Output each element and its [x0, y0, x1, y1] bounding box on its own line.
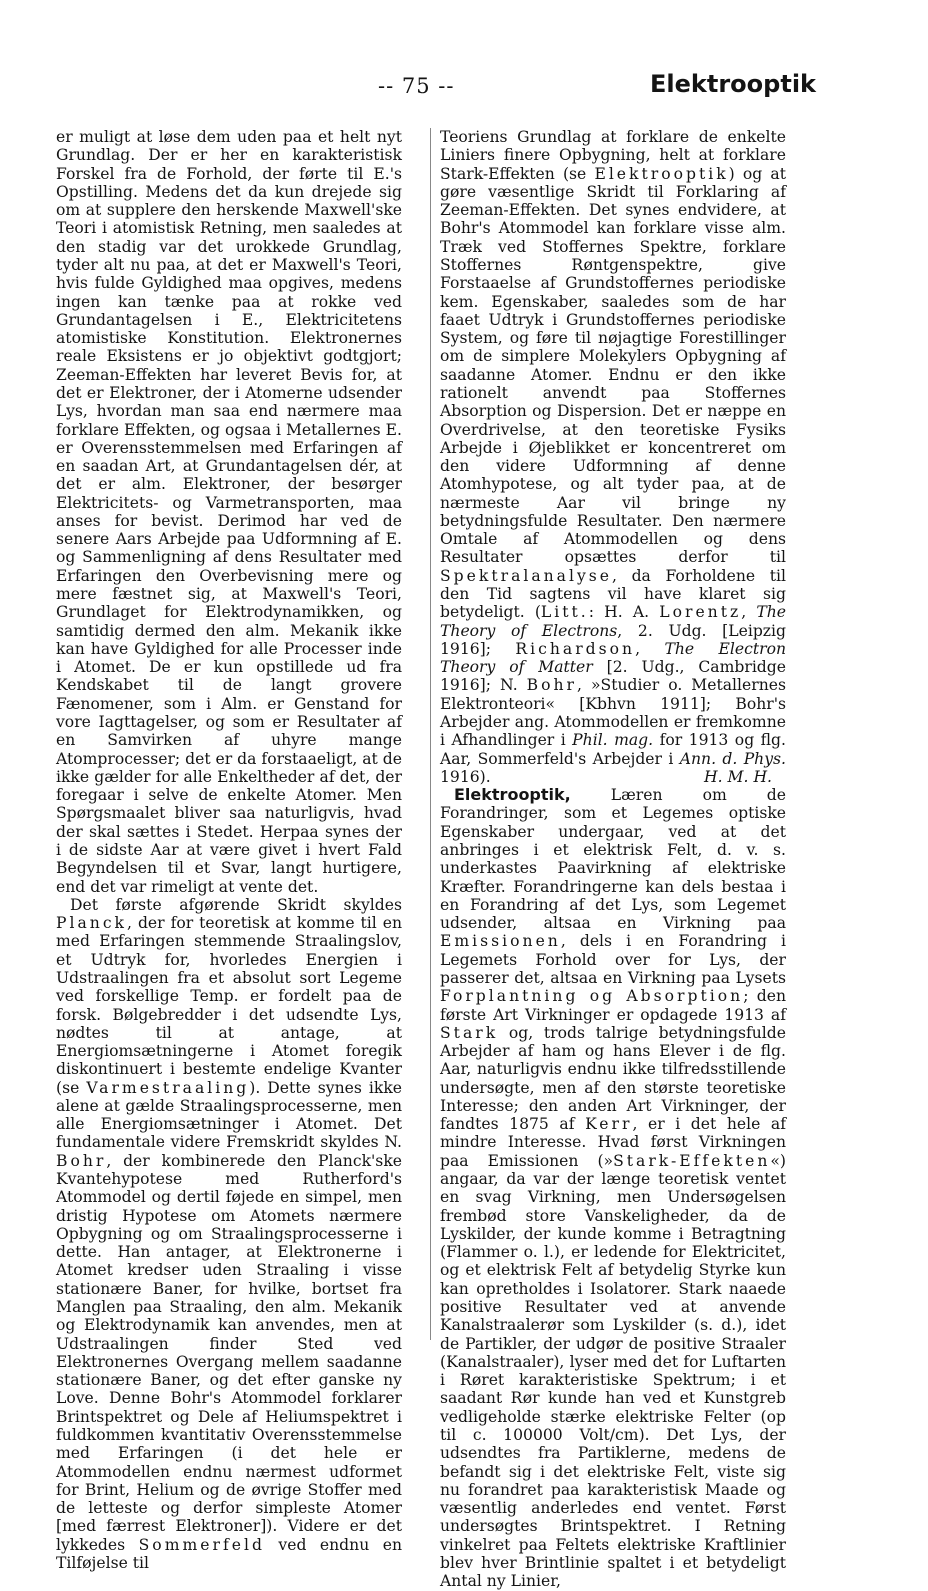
column-divider — [430, 128, 431, 1340]
paragraph-text: : H. A. — [588, 603, 660, 622]
spaced-name: Planck — [56, 914, 128, 933]
paragraph-text: , der for teoretisk at komme til en med Erfaringen stemmende Straalingslov, et Udtryk for, hvorledes Energien i Udstraalingen fra et absolut sort Legeme ved forskellige Temp. er fordelt paa de forsk. Bølgebredder i det udsendte Lys, nødtes til at antage, at Energiomsætningerne i Atomet foregik diskontinuert i bestemte endelige Kvanter (se — [56, 914, 402, 1097]
paragraph-text: , »Studier o. Metallernes Elektronteori« [Kbhvn 1911]; Bohr's Arbejder ang. Atommodellen er fremkomne i Afhandlinger i — [440, 676, 786, 750]
paragraph-text: er muligt at løse dem uden paa et helt nyt Grundlag. Der er her en karakteristisk Forskel fra de Forhold, der førte til E.'s Opstilling. Medens det da kun drejede sig om at supplere den herskende Maxwell'ske Teori i atomistisk Retning, men saaledes at den stadig var det urokkede Grundlag, tyder alt nu paa, at det er Maxwell's Teori, hvis fulde Gyldighed maa opgives, medens ingen kan tænke paa at rokke ved Grundantagelsen i E., Elektricitetens atomistiske Konstitution. Elektronernes reale Eksistens er jo objektivt godtgjort; Zeeman-Effekten har leveret Bevis for, at det er Elektroner, der i Atomerne udsender Lys, hvordan man saa end nærmere maa forklare Effekten, og ogsaa i Metallernes E. er Overensstemmelsen med Erfaringen af en saadan Art, at Grundantagelsen dér, at det er alm. Elektroner, der besørger Elektricitets- og Varmetransporten, maa anses for bevist. Derimod har ved de senere Aars Arbejde paa Udformning af E. og Sammenligning af dens Resultater med Erfaringen den Overbevisning mere og mere fæstnet sig, at Maxwell's Teori, Grundlaget for Elektrodynamikken, og samtidig dermed den alm. Mekanik ikke kan have Gyldighed for alle Processer inde i Atomet. De er kun opstillede ud fra Kendskabet til de langt grovere Fænomener, som i Alm. er Genstand for vore Iagttagelser, og som er Resultater af en Samvirken af uhyre mange Atomprocesser; det er da forstaaeligt, at de ikke gælder for alle Enkeltheder af det, der foregaar i selve de enkelte Atomer. Men Spørgsmaalet bliver saa naturligvis, hvad der skal sættes i Stedet. Herpaa synes der i de sidste Aar at være givet i hvert Fald Begyndelsen til et Svar, langt hurtigere, end det var rimeligt at vente det. — [56, 128, 402, 896]
author-signature: H. M. H. — [704, 767, 772, 786]
running-head: Elektrooptik — [650, 70, 816, 98]
spaced-term: Forplantning og Absorption — [440, 987, 744, 1006]
cross-reference: Varmestraaling — [86, 1078, 250, 1097]
paragraph-text: Det første afgørende Skridt skyldes — [70, 895, 402, 914]
paragraph-text: ). Dette synes ikke alene at gælde Straalingsprocesserne, men alle Energiomsætninger i Atomet. Det fundamentale videre Fremskridt skyldes N. — [56, 1078, 402, 1152]
paragraph-text: , — [741, 603, 757, 622]
book-title: The Electron Theory of Matter — [440, 639, 786, 677]
right-column — [440, 128, 786, 1591]
paragraph-text: Teoriens Grundlag at forklare de enkelte Liniers finere Opbygning, helt at forklare Stark-Effekten (se — [440, 128, 786, 183]
cross-reference: Spektralanalyse — [440, 566, 613, 585]
paragraph-text: , dels i en Forandring i Legemets Forhold over for Lys, der passerer det, altsaa en Virkning paa Lysets — [440, 932, 786, 987]
book-title: The Theory of Electrons — [440, 603, 786, 640]
spaced-name: Richardson — [515, 639, 636, 658]
entry-headword: Elektrooptik, — [454, 785, 571, 805]
paragraph — [440, 128, 786, 786]
journal-title: Phil. mag. — [572, 731, 654, 750]
paragraph-text: , — [635, 639, 665, 658]
spaced-name: Bohr — [56, 1151, 107, 1170]
page-header — [0, 70, 928, 106]
cross-reference: Elektrooptik — [594, 164, 729, 183]
paragraph-text: ved endnu en Tilføjelse til — [56, 1535, 402, 1572]
paragraph-text: og, trods talrige betydningsfulde Arbejder af ham og hans Elever i de flg. Aar, naturligvis endnu ikke tilfredsstillende undersøgte, men af den største teoretiske Interesse; den anden Art Virkninger, der fandtes 1875 af — [440, 1023, 786, 1134]
paragraph-text: , da Forholdene til den Tid sagtens vil have klaret sig betydeligt. ( — [440, 566, 786, 622]
paragraph-text: [2. Udg., Cambridge 1916]; N. — [440, 658, 786, 695]
spaced-name: Kerr — [585, 1115, 633, 1134]
paragraph-text: 1916). — [440, 767, 491, 786]
paragraph-text: «) angaar, da var der længe teoretisk ventet en svag Virkning, men Undersøgelsen frembød store Vanskeligheder, da de Lyskilder, der kunde komme i Betragtning (Flammer o. l.), er ledende for Elektricitet, og et elektrisk Felt af betydelig Styrke kun kan opretholdes i Isolatorer. Stark naaede positive Resultater ved at anvende Kanalstraalerør som Lyskilder (s. d.), idet de Partikler, der udgør de positive Straaler (Kanalstraaler), lyser med det for Luftarten i Røret karakteristiske Spektrum; i et saadant Rør kunde han ved et Kunstgreb vedligeholde stærke elektriske Felter (op til c. 100000 Volt/cm). Det Lys, der udsendtes fra Partiklerne, medens de befandt sig i det elektriske Felt, viste sig nu forandret paa karakteristisk Maade og væsentlig anderledes end ventet. Først undersøgtes Brintspektret. I Retning vinkelret paa Feltets elektriske Kraftlinier blev hver Brintlinie spaltet i et betydeligt Antal ny Linier, — [440, 1151, 786, 1591]
paragraph-text: , 2. Udg. [Leipzig 1916]; — [440, 621, 786, 658]
spaced-name: Lorentz — [659, 603, 742, 622]
spaced-term: Stark-Effekten — [613, 1151, 771, 1170]
paragraph — [56, 896, 402, 1572]
journal-title: Ann. d. Phys. — [679, 749, 786, 768]
spaced-term: Emissionen — [440, 932, 561, 951]
paragraph — [56, 128, 402, 896]
literature-label: Litt. — [540, 603, 589, 622]
spaced-name: Stark — [440, 1023, 499, 1042]
paragraph-text: for 1913 og flg. Aar, Sommerfeld's Arbejder i — [440, 731, 786, 768]
paragraph-text: ) og at gøre væsentlige Skridt til Forklaring af Zeeman-Effekten. Det synes endvidere, at Bohr's Atommodel kan forklare visse alm. Træk ved Stoffernes Spektre, forklare Stoffernes Røntgenspektre, give Forstaaelse af Grundstoffernes periodiske kem. Egenskaber, saaledes som de har faaet Udtryk i Grundstoffernes periodiske System, og føre til nøjagtige Forestillinger om de simplere Molekylers Opbygning af saadanne Atomer. Endnu er den ikke rationelt anvendt paa Stoffernes Absorption og Dispersion. Det er næppe en Overdrivelse, at den teoretiske Fysiks Arbejde i Øjeblikket er koncentreret om den videre Udformning af denne Atomhypotese, og alt tyder paa, at de nærmeste Aar vil bringe ny betydningsfulde Resultater. Den nærmere Omtale af Atommodellen og dens Resultater opsættes derfor til — [440, 164, 786, 567]
paragraph-text: Læren om de Forandringer, som et Legemes optiske Egenskaber undergaar, ved at det anbringes i et elektrisk Felt, d. v. s. underkastes Paavirkning af elektriske Kræfter. Forandringerne kan dels bestaa i en Forandring af det Lys, som Legemet udsender, altsaa en Virkning paa — [440, 786, 786, 933]
spaced-name: Sommerfeld — [138, 1535, 265, 1554]
paragraph-text: , er i det hele af mindre Interesse. Hvad først Virkningen paa Emissionen (» — [440, 1115, 786, 1170]
paragraph-text: , der kombinerede den Planck'ske Kvantehypotese med Rutherford's Atommodel og dertil føjede en simpel, men dristig Hypotese om Atomets nærmere Opbygning og om Straalingsprocesserne i dette. Han antager, at Elektronerne i Atomet kredser uden Straaling i visse stationære Baner, for hvilke, bortset fra Manglen paa Straaling, den alm. Mekanik og Elektrodynamik kan anvendes, men at Udstraalingen finder Sted ved Elektronernes Overgang mellem saadanne stationære Baner, og det efter ganske ny Love. Denne Bohr's Atommodel forklarer Brintspektret og Dele af Heliumspektret i fuldkommen kvantitativ Overensstemmelse med Erfaringen (i det hele er Atommodellen endnu nærmest udformet for Brint, Helium og de øvrige Stoffer med de letteste og derfor simpleste Atomer [med færrest Elektroner]). Videre er det lykkedes — [56, 1151, 402, 1554]
left-column — [56, 128, 402, 1572]
spaced-name: Bohr — [526, 676, 578, 695]
paragraph-text: ; den første Art Virkninger er opdagede 1913 af — [440, 987, 787, 1024]
page-number: -- 75 -- — [378, 74, 455, 98]
entry-paragraph — [440, 786, 786, 1590]
